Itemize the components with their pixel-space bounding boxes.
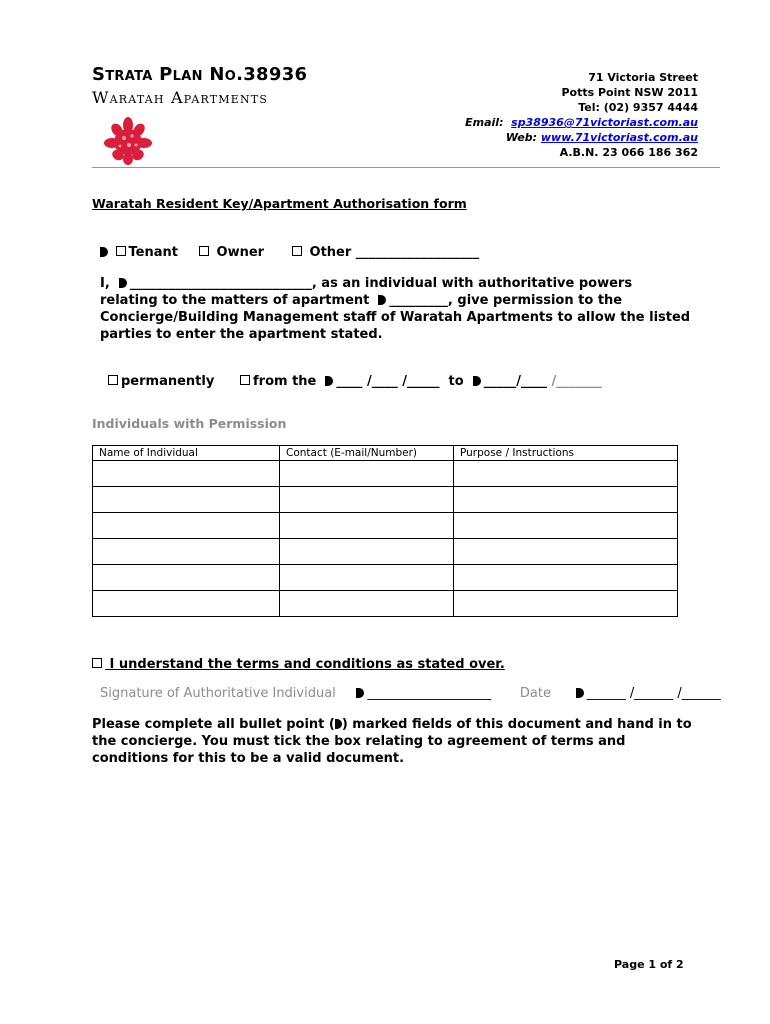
to-date-field[interactable]: _____/____: [483, 374, 548, 389]
table-row: [93, 565, 678, 591]
tenant-label: Tenant: [128, 245, 178, 260]
bullet-point-icon: [100, 247, 108, 257]
web-link[interactable]: www.71victoriast.com.au: [540, 131, 698, 144]
signature-label: Signature of Authoritative Individual: [100, 686, 336, 701]
signature-row: [100, 686, 721, 701]
purpose-cell[interactable]: [454, 487, 678, 513]
name-cell[interactable]: [93, 565, 280, 591]
permanently-checkbox[interactable]: [108, 375, 118, 385]
email-line: [465, 115, 698, 130]
contact-cell[interactable]: [280, 565, 454, 591]
date-label: Date: [519, 686, 551, 701]
purpose-cell[interactable]: [454, 565, 678, 591]
bullet-point-icon: [576, 688, 584, 698]
owner-checkbox[interactable]: [199, 246, 209, 256]
header-purpose: Purpose / Instructions: [454, 446, 678, 461]
individual-name-field[interactable]: ____________________________, as an individual with authoritative powers: [129, 276, 633, 291]
instructions-notice: [92, 716, 692, 767]
from-label: from the: [253, 374, 317, 389]
table-row: [93, 591, 678, 617]
purpose-cell[interactable]: [454, 461, 678, 487]
permissions-table: [92, 445, 678, 617]
name-cell[interactable]: [93, 461, 280, 487]
purpose-cell[interactable]: [454, 591, 678, 617]
table-row: [93, 539, 678, 565]
paragraph-line4: parties to enter the apartment stated.: [100, 327, 383, 342]
permanently-label: permanently: [121, 374, 215, 389]
header-name: Name of Individual: [93, 446, 280, 461]
waratah-flower-icon: [100, 114, 156, 166]
web-line: [465, 130, 698, 145]
contact-cell[interactable]: [280, 591, 454, 617]
bullet-point-icon: [356, 688, 364, 698]
bullet-point-icon: [335, 719, 342, 729]
address-suburb: Potts Point NSW 2011: [561, 86, 698, 99]
table-row: [93, 513, 678, 539]
abn: A.B.N. 23 066 186 362: [559, 146, 698, 159]
permanently-option: [108, 374, 214, 389]
name-cell[interactable]: [93, 513, 280, 539]
owner-label: Owner: [216, 245, 265, 260]
tenant-checkbox[interactable]: [116, 246, 126, 256]
authorisation-paragraph: [100, 275, 691, 343]
table-header-row: [93, 446, 678, 461]
pronoun-i: I,: [100, 276, 110, 291]
bullet-point-icon: [119, 278, 127, 288]
notice-part2: ) marked fields of this document and hand in to the concierge. You must tick the box relating to agreement of terms and conditions for this to be a valid document.: [92, 717, 692, 766]
contact-block: [465, 70, 698, 160]
web-label: Web:: [505, 131, 538, 144]
date-field[interactable]: ______ /______ /______: [586, 686, 721, 701]
apartment-text: relating to the matters of apartment: [100, 293, 370, 308]
contact-cell[interactable]: [280, 513, 454, 539]
to-label: to: [448, 374, 464, 389]
purpose-cell[interactable]: [454, 513, 678, 539]
other-checkbox[interactable]: [292, 246, 302, 256]
email-label: Email:: [465, 116, 504, 129]
other-label: Other ___________________: [309, 245, 480, 260]
purpose-cell[interactable]: [454, 539, 678, 565]
role-row: [100, 245, 178, 260]
paragraph-line3: Concierge/Building Management staff of Waratah Apartments to allow the listed: [100, 310, 691, 325]
name-cell[interactable]: [93, 487, 280, 513]
apartment-number-field[interactable]: _________, give permission to the: [389, 293, 623, 308]
contact-cell[interactable]: [280, 461, 454, 487]
permission-section-title: Individuals with Permission: [92, 416, 287, 431]
agreement-checkbox[interactable]: [92, 658, 102, 668]
owner-option: [199, 245, 264, 260]
to-year-field[interactable]: /_______: [551, 374, 602, 389]
header-divider: [92, 167, 720, 168]
date-range-option: [240, 374, 602, 389]
other-option: [292, 245, 479, 260]
name-cell[interactable]: [93, 539, 280, 565]
address-street: 71 Victoria Street: [588, 71, 698, 84]
agreement-text: I understand the terms and conditions as stated over.: [109, 657, 505, 672]
contact-cell[interactable]: [280, 487, 454, 513]
apartments-name: Waratah Apartments: [92, 88, 269, 107]
notice-part1: Please complete all bullet point (: [92, 717, 335, 732]
table-row: [93, 461, 678, 487]
from-checkbox[interactable]: [240, 375, 250, 385]
from-date-field[interactable]: ____ /____ /_____: [336, 374, 440, 389]
contact-cell[interactable]: [280, 539, 454, 565]
bullet-point-icon: [325, 376, 333, 386]
telephone: Tel: (02) 9357 4444: [578, 101, 698, 114]
bullet-point-icon: [378, 295, 386, 305]
strata-plan-title: Strata Plan No.38936: [92, 64, 308, 85]
email-link[interactable]: sp38936@71victoriast.com.au: [511, 116, 698, 129]
agreement-line: [92, 657, 505, 672]
table-row: [93, 487, 678, 513]
page-number: Page 1 of 2: [614, 958, 684, 971]
name-cell[interactable]: [93, 591, 280, 617]
header-contact: Contact (E-mail/Number): [280, 446, 454, 461]
bullet-point-icon: [473, 376, 481, 386]
signature-field[interactable]: ___________________: [367, 686, 491, 701]
form-title: Waratah Resident Key/Apartment Authorisation form: [92, 196, 467, 211]
